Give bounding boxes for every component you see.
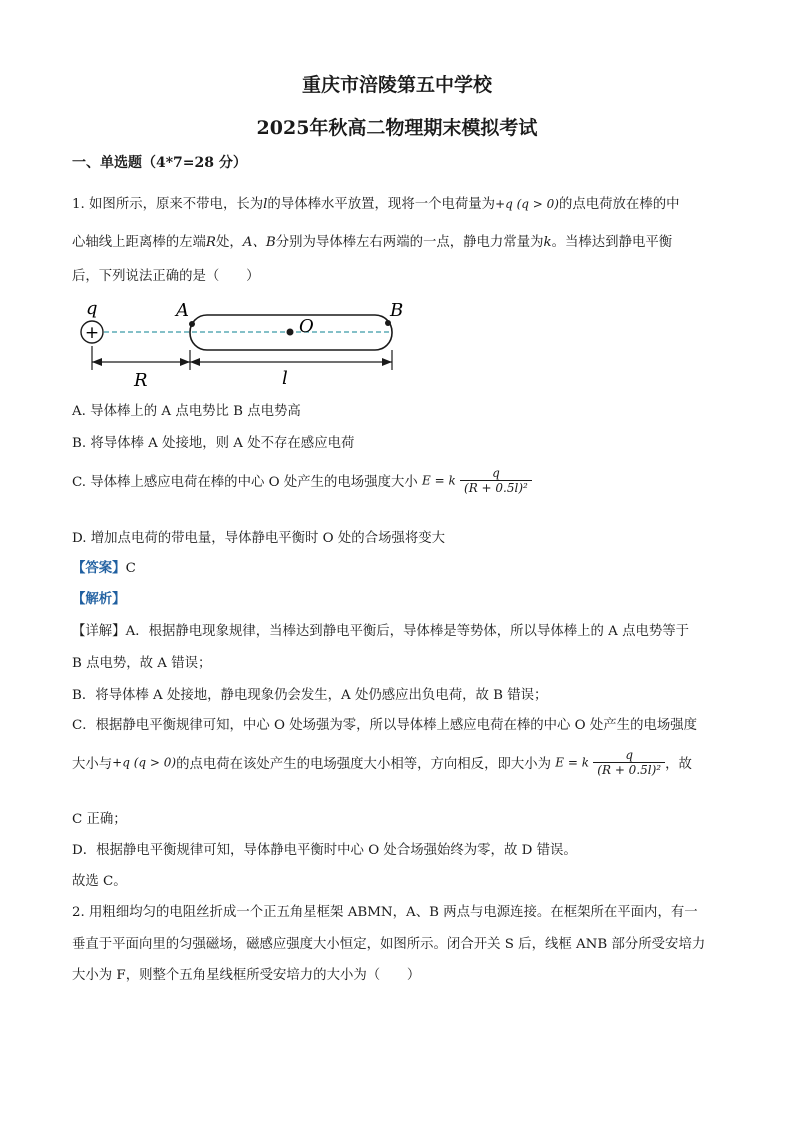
label-o: O <box>299 316 314 337</box>
option-a: A. 导体棒上的 A 点电势比 B 点电势高 <box>72 404 301 419</box>
arrow-l-left <box>190 358 200 366</box>
school-title: 重庆市涪陵第五中学校 <box>301 74 492 96</box>
question-1-line-2: 心轴线上距离棒的左端R处，A、B分别为导体棒左右两端的一点，静电力常量为k。当棒达到静电平衡 <box>72 235 673 250</box>
option-c: C. 导体棒上感应电荷在棒的中心 O 处产生的电场强度大小 E = k $\frac{q}{\text{(R + 0.5l)²}}$ <box>72 466 532 495</box>
formula-fraction-2: $\frac{q}{\text{(R + 0.5l)²}}$ <box>593 748 665 777</box>
arrow-l-right <box>382 358 392 366</box>
detail-line-1: 【详解】A．根据静电现象规律，当棒达到静电平衡后，导体棒是等势体，所以导体棒上的 A 点电势等于 <box>72 624 690 639</box>
question-1-line-3: 后，下列说法正确的是（ ） <box>72 269 260 284</box>
label-a: A <box>176 300 189 321</box>
detail-line-7: D．根据静电平衡规律可知，导体静电平衡时中心 O 处合场强始终为零，故 D 错误。 <box>72 843 577 858</box>
point-a-dot <box>189 321 195 327</box>
question-2-line-2: 垂直于平面向里的匀强磁场，磁感应强度大小恒定，如图所示。闭合开关 S 后，线框 ANB 部分所受安培力 <box>72 937 706 952</box>
exam-title: 2025年秋高二物理期末模拟考试 <box>256 117 538 139</box>
detail-line-4: C．根据静电平衡规律可知，中心 O 处场强为零，所以导体棒上感应电荷在棒的中心 O 处产生的电场强度 <box>72 718 698 733</box>
detail-line-3: B．将导体棒 A 处接地，静电现象仍会发生，A 处仍感应出负电荷，故 B 错误； <box>72 688 548 703</box>
question-1-line-1: 1. 如图所示，原来不带电，长为l的导体棒水平放置，现将一个电荷量为+q (q > 0)的点电荷放在棒的中 <box>72 197 680 212</box>
detail-line-8: 故选 C。 <box>72 874 127 889</box>
option-d: D. 增加点电荷的带电量，导体静电平衡时 O 处的合场强将变大 <box>72 531 446 546</box>
plus-sign: + <box>84 323 100 343</box>
detail-line-5: 大小与+q (q > 0)的点电荷在该处产生的电场强度大小相等，方向相反，即大小为 E = k $\frac{q}{\text{(R + 0.5l)²}}$ ，故 <box>72 748 692 777</box>
detail-line-2: B 点电势，故 A 错误； <box>72 656 212 671</box>
section-title: 一、单选题（4*7=28 分） <box>72 155 247 171</box>
label-b: B <box>390 300 404 321</box>
formula-fraction: $\frac{q}{\text{(R + 0.5l)²}}$ <box>460 466 532 495</box>
analysis-tag: 【解析】 <box>72 591 126 607</box>
arrow-r-right <box>180 358 190 366</box>
center-o-dot <box>287 329 294 336</box>
question-2-line-1: 2. 用粗细均匀的电阻丝折成一个正五角星框架 ABMN，A、B 两点与电源连接。在框架所在平面内，有一 <box>72 905 698 920</box>
option-b: B. 将导体棒 A 处接地，则 A 处不存在感应电荷 <box>72 436 355 451</box>
detail-line-6: C 正确； <box>72 812 127 827</box>
question-2-line-3: 大小为 F，则整个五角星线框所受安培力的大小为（ ） <box>72 968 421 983</box>
answer-line: 【答案】C <box>72 560 136 576</box>
conductor-rod-figure <box>72 294 412 394</box>
dim-label-l: l <box>282 368 288 389</box>
charge-label: q <box>86 298 98 319</box>
arrow-r-left <box>92 358 102 366</box>
dim-label-r: R <box>134 370 148 391</box>
